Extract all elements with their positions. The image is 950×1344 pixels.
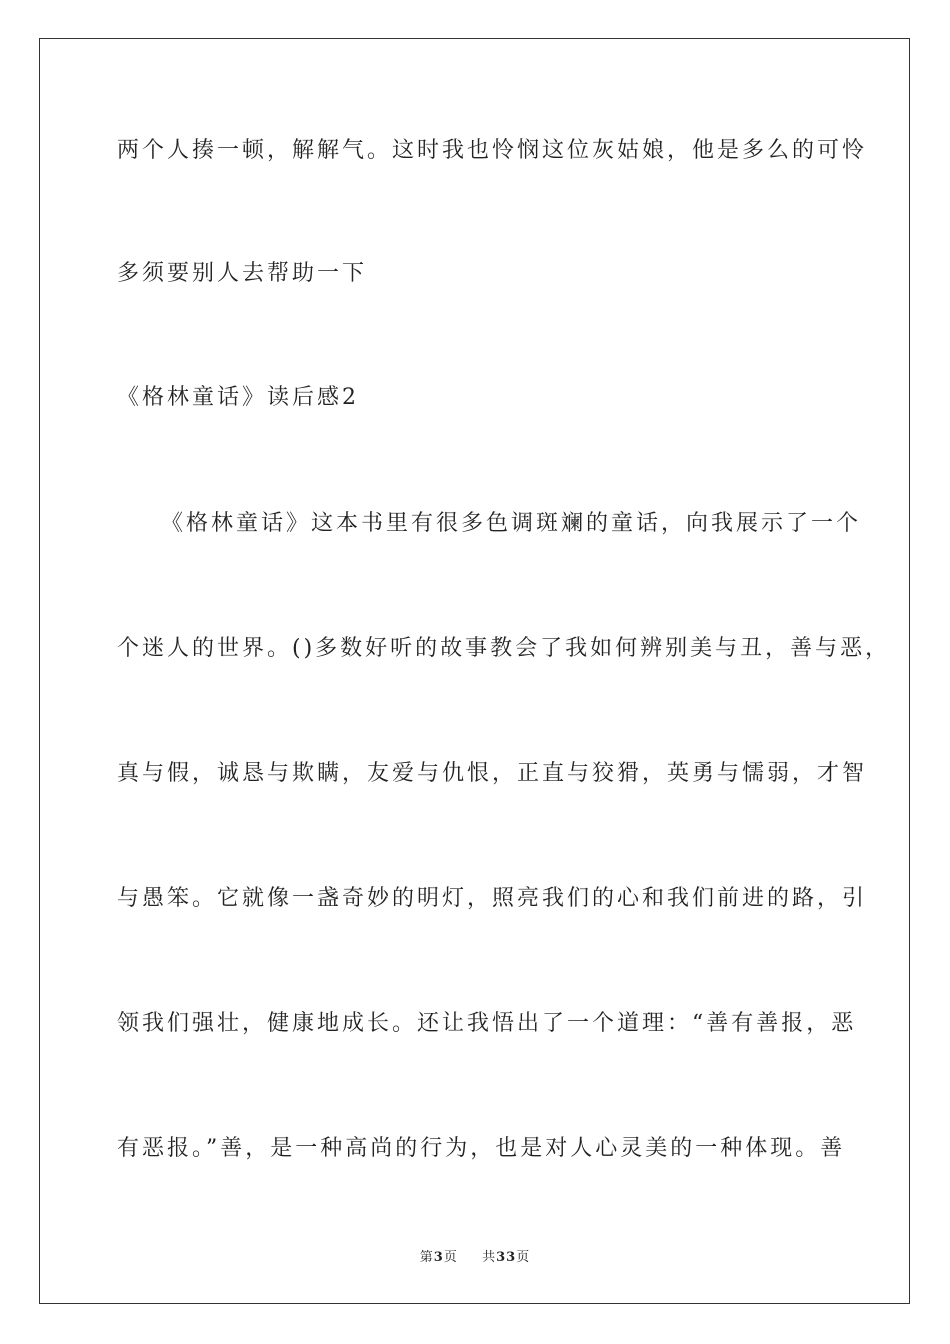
body-line-7: 领我们强壮，健康地成长。还让我悟出了一个道理：“善有善报，恶 bbox=[117, 1011, 857, 1036]
footer-page-prefix: 第 bbox=[419, 1250, 434, 1265]
footer-total-prefix: 共 bbox=[482, 1250, 497, 1265]
body-line-1: 两个人揍一顿，解解气。这时我也怜悯这位灰姑娘，他是多么的可怜 bbox=[117, 138, 868, 163]
footer-page-number: 3 bbox=[433, 1250, 444, 1265]
body-line-6: 与愚笨。它就像一盏奇妙的明灯，照亮我们的心和我们前进的路，引 bbox=[117, 886, 868, 911]
page-border bbox=[39, 38, 910, 1304]
body-line-5: 真与假，诚恳与欺瞒，友爱与仇恨，正直与狡猾，英勇与懦弱，才智 bbox=[117, 761, 868, 786]
body-line-8: 有恶报。”善，是一种高尚的行为，也是对人心灵美的一种体现。善 bbox=[117, 1136, 846, 1161]
footer-page-suffix: 页 bbox=[443, 1250, 458, 1265]
body-line-3: 《格林童话》这本书里有很多色调斑斓的童话，向我展示了一个 bbox=[161, 511, 862, 536]
body-line-2: 多须要别人去帮助一下 bbox=[117, 261, 368, 286]
footer-total-suffix: 页 bbox=[516, 1250, 531, 1265]
body-line-4: 个迷人的世界。()多数好听的故事教会了我如何辨别美与丑，善与恶， bbox=[117, 636, 891, 661]
page-footer bbox=[0, 1246, 950, 1265]
section-heading: 《格林童话》读后感2 bbox=[117, 385, 359, 410]
footer-total-pages: 33 bbox=[496, 1250, 517, 1265]
